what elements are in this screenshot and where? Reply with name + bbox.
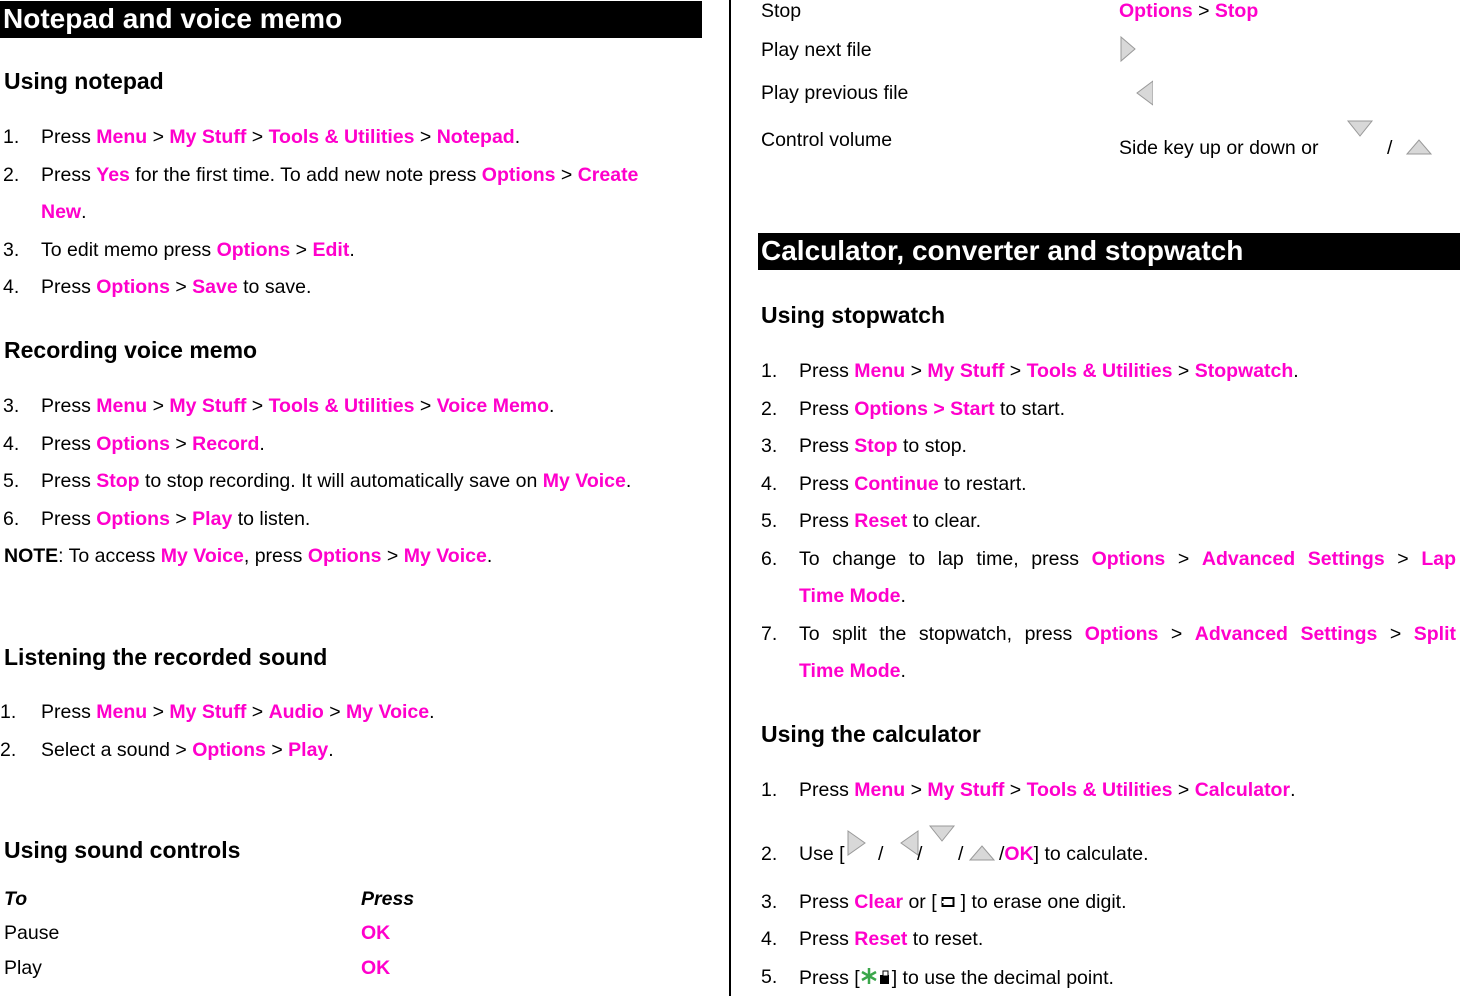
inline-text: > — [1397, 547, 1409, 570]
inline-text: to clear. — [907, 510, 982, 532]
step-text — [41, 126, 520, 149]
row-play-to: Play — [4, 957, 42, 979]
inline-text: > — [265, 738, 289, 761]
heading-recording-voice-memo: Recording voice memo — [4, 337, 258, 363]
row-stop-press — [1119, 0, 1258, 23]
row-volume-to: Control volume — [761, 129, 893, 151]
inline-text: > — [1192, 0, 1215, 22]
section-title-notepad: Notepad and voice memo — [0, 1, 702, 38]
row-prev-to: Play previous file — [761, 82, 909, 104]
inline-text: : To access — [58, 545, 161, 567]
menu-keyword: Tools & Utilities — [268, 126, 415, 148]
step-number: 1. — [0, 701, 17, 723]
inline-text: > — [147, 701, 170, 723]
step-text — [41, 276, 311, 299]
volume-separator: / — [1387, 137, 1393, 159]
step-number: 3. — [3, 395, 20, 417]
step-number: 6. — [761, 547, 778, 570]
row-stop-to: Stop — [761, 0, 802, 22]
bold-label: NOTE — [4, 545, 59, 567]
step-text — [41, 470, 631, 493]
step-text — [799, 779, 1295, 802]
inline-text: . — [429, 701, 435, 723]
step-text — [41, 701, 435, 724]
menu-keyword: Stopwatch — [1194, 360, 1294, 382]
inline-text: > — [1170, 622, 1183, 645]
calc-step-5-number: 5. — [761, 966, 778, 988]
menu-keyword: Continue — [854, 472, 939, 495]
nav-right-key-icon — [845, 828, 869, 864]
inline-text: press — [1031, 547, 1079, 570]
step-number: 3. — [761, 435, 778, 457]
inline-text: . — [625, 470, 632, 492]
menu-keyword: Settings — [1307, 547, 1385, 570]
inline-text: Press — [41, 470, 97, 492]
step-number: 4. — [3, 432, 20, 455]
menu-keyword: Options — [96, 507, 170, 530]
inline-text: > — [381, 545, 404, 567]
menu-keyword: Menu — [854, 360, 906, 382]
row-play-press: OK — [361, 957, 391, 979]
inline-text: to — [908, 547, 926, 570]
inline-text: > — [246, 395, 269, 417]
menu-keyword: Tools & Utilities — [1026, 779, 1173, 801]
inline-text: split — [832, 622, 867, 645]
menu-keyword: Options — [1084, 622, 1159, 645]
calc-sep-2: / — [917, 843, 923, 865]
nav-down-key-icon — [1404, 136, 1434, 164]
heading-listening: Listening the recorded sound — [4, 644, 328, 670]
step-text — [799, 398, 1065, 421]
inline-text: to listen. — [232, 507, 311, 530]
menu-keyword: Split — [1413, 622, 1456, 645]
inline-text: . — [486, 545, 493, 567]
menu-keyword: Advanced — [1201, 547, 1296, 570]
menu-keyword: Options — [192, 738, 266, 761]
step-number: 7. — [761, 622, 778, 645]
menu-keyword: Stop — [96, 470, 140, 492]
menu-keyword: Stop — [854, 435, 898, 457]
menu-keyword: My Stuff — [927, 779, 1005, 801]
calc-step-2-ok: /OK] to calculate. — [999, 843, 1149, 865]
inline-text: > — [414, 395, 437, 417]
inline-text: . — [349, 238, 355, 261]
menu-keyword: Time Mode — [799, 660, 901, 682]
inline-text: . — [514, 126, 521, 148]
star-key-icon — [860, 966, 892, 992]
step-number: 2. — [3, 163, 20, 186]
menu-keyword: Tools & Utilities — [268, 395, 415, 417]
inline-text: Press — [41, 432, 97, 455]
menu-keyword: Options — [1119, 0, 1193, 22]
step-text — [41, 395, 554, 418]
step-text — [41, 739, 334, 762]
inline-text: Press — [799, 779, 855, 801]
menu-keyword: Lap — [1421, 547, 1456, 570]
heading-sound-controls: Using sound controls — [4, 837, 241, 863]
inline-text: > — [169, 276, 193, 298]
menu-keyword: Voice Memo — [436, 395, 550, 417]
table-header-to: To — [4, 888, 28, 910]
section-title-calculator: Calculator, converter and stopwatch — [758, 233, 1460, 270]
inline-text: Press — [799, 397, 855, 420]
row-volume-press-text: Side key up or down or — [1119, 137, 1319, 159]
inline-text: . — [900, 660, 906, 682]
step-number: 4. — [3, 276, 20, 298]
inline-text: to restart. — [938, 472, 1027, 495]
menu-keyword: My Voice — [346, 701, 430, 723]
calc-sep-1: / — [878, 843, 884, 865]
menu-keyword: Menu — [96, 395, 148, 417]
inline-text: > — [1004, 360, 1027, 382]
table-header-press: Press — [361, 888, 415, 910]
inline-text: > — [1177, 547, 1190, 570]
menu-keyword: My Stuff — [927, 360, 1005, 382]
inline-text: > — [246, 126, 269, 148]
inline-text: , press — [243, 545, 308, 567]
inline-text: > — [1172, 360, 1195, 382]
inline-text: > — [905, 360, 928, 382]
inline-text: for the first time. To add new note press — [129, 163, 482, 186]
inline-text: stopwatch, — [918, 622, 1013, 645]
step-text — [799, 623, 1456, 646]
inline-text: . — [328, 738, 334, 761]
nav-right-key-icon — [1119, 34, 1153, 64]
inline-text: Press — [41, 126, 97, 148]
inline-text: Press — [799, 928, 855, 950]
step-text — [799, 360, 1299, 383]
menu-keyword: Menu — [854, 779, 906, 801]
calc-step-2-number: 2. — [761, 843, 778, 865]
menu-keyword: Options — [1091, 547, 1166, 570]
menu-keyword: My Voice — [160, 545, 244, 567]
step-text — [799, 928, 983, 951]
inline-text: to save. — [237, 276, 312, 298]
inline-text: change — [832, 547, 897, 570]
menu-keyword: Create — [577, 163, 639, 186]
menu-keyword: Advanced — [1194, 622, 1288, 645]
nav-down-key-icon — [967, 842, 997, 870]
step-text — [41, 239, 355, 262]
menu-keyword: My Stuff — [169, 701, 247, 723]
step-number: 3. — [3, 238, 20, 261]
inline-text: Press — [41, 163, 97, 186]
step-text — [799, 660, 906, 683]
inline-text: To — [799, 622, 820, 645]
inline-text: > — [147, 126, 170, 148]
row-pause-to: Pause — [4, 922, 60, 944]
inline-text: > — [323, 701, 347, 723]
step-text — [41, 164, 638, 187]
inline-text: to stop recording. It will automatically save on — [139, 470, 543, 492]
menu-keyword: Audio — [268, 701, 324, 723]
inline-text: > — [147, 395, 170, 417]
inline-text: Press — [799, 435, 855, 457]
step-text — [799, 510, 981, 533]
inline-text: > — [246, 701, 269, 723]
row-pause-press: OK — [361, 922, 391, 944]
menu-keyword: Save — [192, 276, 238, 298]
inline-text: time, — [976, 547, 1019, 570]
menu-keyword: Menu — [96, 126, 148, 148]
inline-text: to start. — [994, 397, 1066, 420]
step-number: 4. — [761, 472, 778, 495]
nav-up-key-icon — [927, 823, 957, 851]
step-text — [41, 201, 87, 224]
inline-text: Select a sound > — [41, 738, 193, 761]
menu-keyword: Play — [192, 507, 233, 530]
inline-text: to stop. — [897, 435, 967, 457]
menu-keyword: Tools & Utilities — [1026, 360, 1173, 382]
inline-text: > — [290, 238, 313, 261]
calc-sep-3: / — [958, 843, 964, 865]
inline-text: . — [1293, 360, 1299, 382]
step-number: 4. — [761, 928, 778, 950]
menu-keyword: Calculator — [1194, 779, 1291, 801]
inline-text: > — [905, 779, 928, 801]
step-number: 2. — [0, 738, 17, 761]
calc-step-3-text: Press Clear or [ ] to erase one digit. — [799, 891, 1127, 913]
inline-text: lap — [937, 547, 964, 570]
inline-text: > — [1004, 779, 1027, 801]
menu-keyword: Reset — [854, 510, 908, 532]
menu-keyword: Menu — [96, 701, 148, 723]
inline-text: To — [799, 547, 820, 570]
step-text — [41, 508, 310, 531]
inline-text: Press — [41, 395, 97, 417]
menu-keyword: Options — [481, 163, 556, 186]
heading-using-notepad: Using notepad — [4, 68, 164, 94]
note-text — [4, 545, 492, 568]
menu-keyword: My Stuff — [169, 126, 247, 148]
menu-keyword: Time Mode — [799, 585, 901, 607]
heading-using-calculator: Using the calculator — [761, 721, 981, 747]
inline-text: . — [259, 432, 265, 455]
inline-text: Press — [41, 507, 97, 530]
step-text — [799, 548, 1456, 571]
inline-text: to reset. — [907, 928, 984, 950]
inline-text: > — [1389, 622, 1402, 645]
menu-keyword: My Stuff — [169, 395, 247, 417]
step-text — [799, 435, 967, 458]
step-number: 1. — [3, 126, 20, 148]
menu-keyword: Options — [307, 545, 382, 567]
inline-text: > — [1172, 779, 1195, 801]
inline-text: Press — [41, 276, 97, 298]
column-divider — [729, 0, 731, 996]
step-text — [799, 585, 906, 608]
step-number: 5. — [761, 510, 778, 532]
inline-text: . — [1290, 779, 1296, 801]
step-number: 6. — [3, 507, 20, 530]
menu-keyword: Options — [96, 276, 170, 298]
inline-text: > — [414, 126, 437, 148]
clear-key-icon — [941, 891, 955, 914]
menu-keyword: Play — [288, 738, 329, 761]
inline-text: the — [879, 622, 907, 645]
menu-keyword: New — [41, 201, 82, 223]
inline-text: > — [169, 507, 193, 530]
inline-text: press — [1024, 622, 1073, 645]
menu-keyword: Reset — [854, 928, 908, 950]
menu-keyword: My Voice — [403, 545, 487, 567]
heading-using-stopwatch: Using stopwatch — [761, 302, 946, 328]
step-number: 1. — [761, 360, 778, 382]
inline-text: . — [549, 395, 555, 417]
inline-text: Press — [799, 472, 855, 495]
menu-keyword: Notepad — [436, 126, 515, 148]
menu-keyword: Record — [192, 432, 260, 455]
calc-step-3-number: 3. — [761, 891, 778, 913]
inline-text: . — [900, 585, 906, 607]
menu-keyword: Options > Start — [854, 397, 995, 420]
step-text — [41, 433, 265, 456]
inline-text: Press — [41, 701, 97, 723]
menu-keyword: Stop — [1214, 0, 1259, 22]
step-text — [799, 473, 1027, 496]
nav-left-key-icon — [1119, 78, 1153, 108]
calc-step-5-text: Press [ ] to use the decimal point. — [799, 966, 1114, 992]
row-next-to: Play next file — [761, 39, 872, 61]
step-number: 1. — [761, 779, 778, 801]
inline-text: > — [169, 432, 193, 455]
menu-keyword: Yes — [96, 163, 130, 186]
inline-text: . — [81, 201, 87, 223]
inline-text: Press — [799, 360, 855, 382]
step-number: 2. — [761, 397, 778, 420]
inline-text: > — [555, 163, 578, 186]
calc-step-2-use: Use [ — [799, 843, 845, 865]
menu-keyword: Options — [216, 238, 291, 261]
menu-keyword: My Voice — [542, 470, 626, 492]
inline-text: To edit memo press — [41, 238, 217, 261]
menu-keyword: Edit — [312, 238, 350, 261]
inline-text: Press — [799, 510, 855, 532]
step-number: 5. — [3, 470, 20, 492]
menu-keyword: Options — [96, 432, 170, 455]
nav-up-key-icon — [1345, 118, 1375, 146]
menu-keyword: Settings — [1300, 622, 1378, 645]
